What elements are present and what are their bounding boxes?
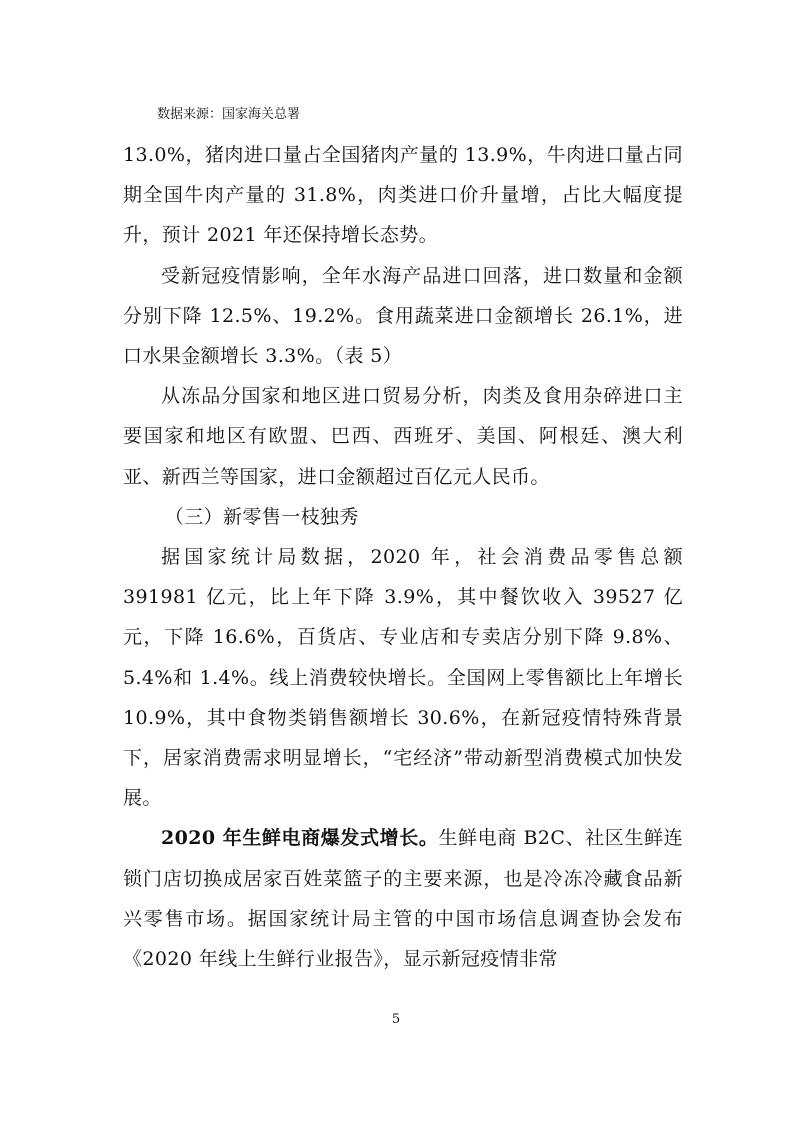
- data-source-note: 数据来源：国家海关总署: [157, 107, 301, 122]
- paragraph-fresh-ecommerce: [123, 818, 683, 979]
- page-number: 5: [391, 1012, 401, 1027]
- body-text: [123, 135, 683, 979]
- paragraph-bold-lead: 2020 年生鲜电商爆发式增长。: [161, 827, 439, 850]
- paragraph-fresh-ecommerce-text: 生鲜电商 B2C、社区生鲜连锁门店切换成居家百姓菜篮子的主要来源，也是冷冻冷藏食品新兴零售市场。据国家统计局主管的中国市场信息调查协会发布《2020 年线上生鲜行业报告》，显示新冠疫情非常: [123, 827, 683, 971]
- paragraph-retail-sales: 据国家统计局数据，2020 年，社会消费品零售总额 391981 亿元，比上年下降 3.9%，其中餐饮收入 39527 亿元，下降 16.6%，百货店、专业店和专卖店分别下降 9.8%、5.4%和 1.4%。线上消费较快增长。全国网上零售额比上年增长 10.9%，其中食物类销售额增长 30.6%，在新冠疫情特殊背景下，居家消费需求明显增长，“宅经济”带动新型消费模式加快发展。: [123, 546, 683, 810]
- paragraph-frozen-trade: 从冻品分国家和地区进口贸易分析，肉类及食用杂碎进口主要国家和地区有欧盟、巴西、西班牙、美国、阿根廷、澳大利亚、新西兰等国家，进口金额超过百亿元人民币。: [123, 385, 683, 488]
- section-heading-new-retail: （三）新零售一枝独秀: [164, 505, 359, 528]
- paragraph-meat-imports: 13.0%，猪肉进口量占全国猪肉产量的 13.9%，牛肉进口量占同期全国牛肉产量的 31.8%，肉类进口价升量增，占比大幅度提升，预计 2021 年还保持增长态势。: [123, 144, 683, 247]
- paragraph-seafood-imports: 受新冠疫情影响，全年水海产品进口回落，进口数量和金额分别下降 12.5%、19.2%。食用蔬菜进口金额增长 26.1%，进口水果金额增长 3.3%。（表 5）: [123, 264, 683, 368]
